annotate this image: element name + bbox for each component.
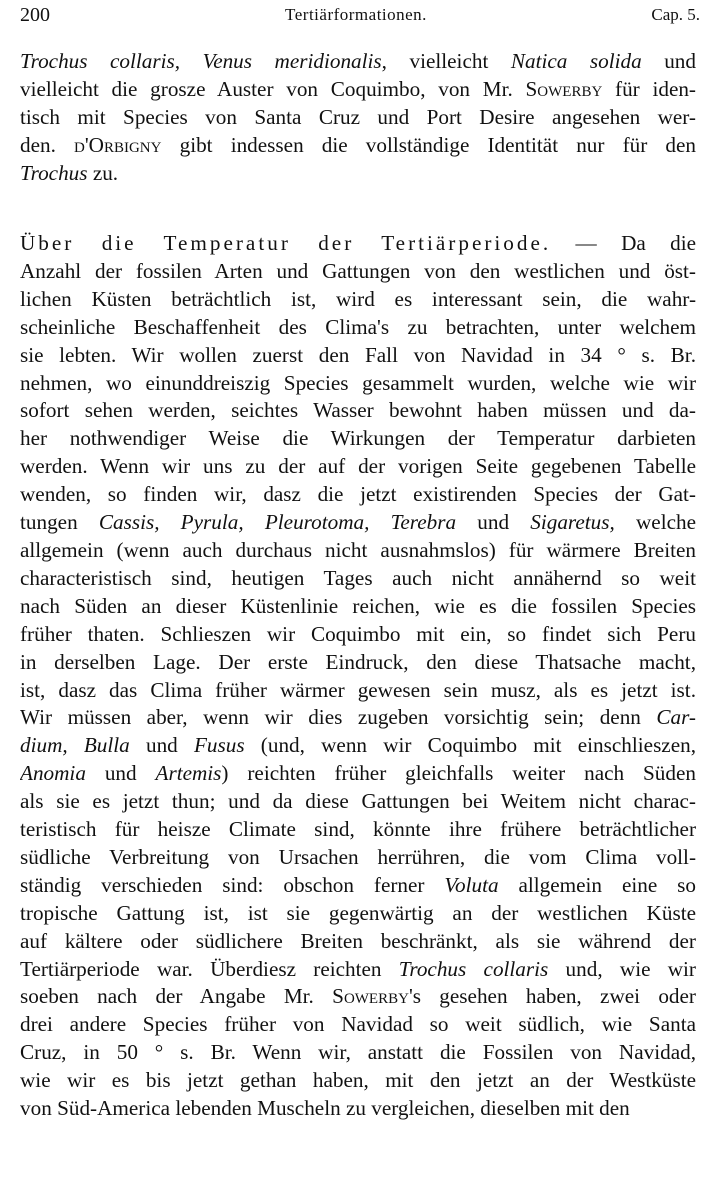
author-name: Sowerby: [525, 76, 603, 101]
italic-term: Natica solida: [510, 49, 642, 73]
text-run: — Da die: [551, 231, 696, 255]
text-run: und: [456, 510, 531, 535]
text-run: nehmen, wo einunddreiszig Species gesammelt wurden, welche wie wir: [20, 370, 696, 395]
text-line: [20, 314, 696, 342]
text-line: [20, 956, 696, 984]
text-run: characteristisch sind, heutigen Tages auch nicht annähernd so weit: [20, 565, 696, 590]
text-run: ständig verschieden sind: obschon ferner: [20, 872, 445, 897]
text-line: [20, 788, 696, 816]
paragraph-species-identity: [20, 48, 696, 188]
text-line: [20, 453, 696, 481]
text-run: soeben nach der Angabe Mr.: [20, 984, 333, 1009]
text-run: wenden, so finden wir, dasz die jetzt existirenden Species der Gat-: [20, 482, 696, 507]
text-line: [20, 732, 696, 760]
italic-term: Trochus collaris, Venus meridionalis: [20, 49, 382, 73]
text-line: [20, 677, 696, 705]
text-run: und, wie wir: [548, 956, 696, 981]
text-run: welche: [614, 510, 696, 535]
text-line: [20, 816, 696, 844]
italic-term: Fusus: [193, 733, 245, 758]
italic-term: Car-: [656, 705, 696, 730]
text-line: [20, 928, 696, 956]
text-run: als sie es jetzt thun; und da diese Gattungen bei Weitem nicht charac-: [20, 789, 696, 814]
text-run: von Süd-America lebenden Muscheln zu vergleichen, dieselben mit den: [20, 1096, 630, 1121]
text-run: sofort sehen werden, seichtes Wasser bewohnt haben müssen und da-: [20, 398, 696, 423]
text-run: tisch mit Species von Santa Cruz und Port Desire angesehen wer-: [20, 104, 696, 129]
text-line: [20, 1095, 696, 1123]
text-line: [20, 76, 696, 104]
text-run: allgemein eine so: [498, 872, 696, 897]
text-run: ist, dasz das Clima früher wärmer gewesen sein musz, als es jetzt ist.: [20, 677, 696, 702]
text-run: ) reichten früher gleichfalls weiter nach Süden: [221, 761, 696, 786]
text-line: [20, 900, 696, 928]
text-run: wie wir es bis jetzt gethan haben, mit den jetzt an der Westküste: [20, 1068, 696, 1093]
text-line: [20, 230, 696, 258]
text-line: [20, 48, 696, 76]
italic-term: Trochus collaris: [398, 956, 549, 981]
text-line: [20, 844, 696, 872]
chapter-label: Cap. 5.: [651, 5, 700, 24]
text-line: [20, 258, 696, 286]
text-line: [20, 481, 696, 509]
text-run: tropische Gattung ist, ist sie gegenwärtig an der westlichen Küste: [20, 900, 696, 925]
italic-term: Sigaretus,: [530, 510, 615, 535]
text-line: [20, 397, 696, 425]
text-run: und: [85, 761, 156, 786]
text-run: Wir müssen aber, wenn wir dies zugeben vorsichtig sein; denn: [20, 705, 657, 730]
text-run: lichen Küsten beträchtlich ist, wird es interessant sein, die wahr-: [20, 286, 696, 311]
italic-term: Artemis: [155, 761, 222, 786]
text-line: [20, 704, 696, 732]
running-title: Tertiärformationen.: [285, 5, 427, 24]
text-line: [20, 509, 696, 537]
text-run: südliche Verbreitung von Ursachen herrühren, die vom Clima voll-: [20, 844, 696, 869]
text-run: her nothwendiger Weise die Wirkungen der Temperatur darbieten: [20, 426, 696, 451]
text-line: [20, 537, 696, 565]
text-run: gibt indessen die vollständige Identität nur für den: [161, 132, 696, 157]
text-line: [20, 104, 696, 132]
text-line: [20, 342, 696, 370]
text-run: den.: [20, 132, 75, 157]
text-run: Tertiärperiode war. Überdiesz reichten: [20, 956, 399, 981]
text-run: werden. Wenn wir uns zu der auf der vorigen Seite gegebenen Tabelle: [20, 454, 696, 479]
italic-term: Voluta: [444, 872, 499, 897]
paragraph-tertiary-temperature: [20, 230, 696, 1123]
text-run: drei andere Species früher von Navidad so weit südlich, wie Santa: [20, 1012, 696, 1037]
text-line: [20, 872, 696, 900]
text-line: [20, 1011, 696, 1039]
text-run: zu.: [87, 160, 119, 185]
text-line: [20, 983, 696, 1011]
italic-term: Cassis, Pyrula, Pleurotoma, Terebra: [98, 510, 457, 535]
text-run: für iden-: [602, 76, 696, 101]
text-run: tungen: [20, 510, 99, 535]
italic-term: dium, Bulla: [20, 733, 130, 758]
text-run: und: [129, 733, 194, 758]
text-line: [20, 425, 696, 453]
author-name: d'Orbigny: [74, 132, 162, 157]
italic-term: Trochus: [20, 160, 88, 185]
author-name: Sowerby: [332, 984, 409, 1009]
text-run: 's gesehen haben, zwei oder: [408, 984, 696, 1009]
italic-term: Anomia: [20, 761, 86, 786]
text-line: [20, 286, 696, 314]
text-run: teristisch für heisze Climate sind, könnte ihre frühere beträchtlicher: [20, 817, 696, 842]
text-run: auf kältere oder südlichere Breiten beschränkt, als sie während der: [20, 928, 696, 953]
text-run: allgemein (wenn auch durchaus nicht ausnahmslos) für wärmere Breiten: [20, 537, 696, 562]
text-line: [20, 132, 696, 160]
text-line: [20, 1067, 696, 1095]
text-run: nach Süden an dieser Küstenlinie reichen, wie es die fossilen Species: [20, 593, 696, 618]
running-header: [12, 4, 700, 30]
text-line: [20, 621, 696, 649]
text-run: und: [641, 49, 696, 73]
text-line: [20, 370, 696, 398]
text-line: [20, 1039, 696, 1067]
text-run: (und, wenn wir Coquimbo mit einschlieszen,: [244, 733, 696, 758]
text-line: [20, 649, 696, 677]
text-run: früher thaten. Schlieszen wir Coquimbo mit ein, so findet sich Peru: [20, 621, 696, 646]
text-line: [20, 565, 696, 593]
text-run: scheinliche Beschaffenheit des Clima's zu betrachten, unter welchem: [20, 314, 696, 339]
text-run: sie lebten. Wir wollen zuerst den Fall von Navidad in 34 ° s. Br.: [20, 342, 696, 367]
text-line: [20, 760, 696, 788]
text-run: , vielleicht: [381, 49, 511, 73]
section-heading: Über die Temperatur der Tertiärperiode.: [20, 231, 552, 255]
text-run: Anzahl der fossilen Arten und Gattungen von den westlichen und öst-: [20, 258, 696, 283]
text-run: in derselben Lage. Der erste Eindruck, den diese Thatsache macht,: [20, 649, 696, 674]
text-run: Cruz, in 50 ° s. Br. Wenn wir, anstatt die Fossilen von Navidad,: [20, 1040, 696, 1065]
text-run: vielleicht die grosze Auster von Coquimbo, von Mr.: [20, 76, 526, 101]
text-line: [20, 593, 696, 621]
page-number: 200: [20, 4, 50, 26]
text-line: [20, 160, 696, 188]
